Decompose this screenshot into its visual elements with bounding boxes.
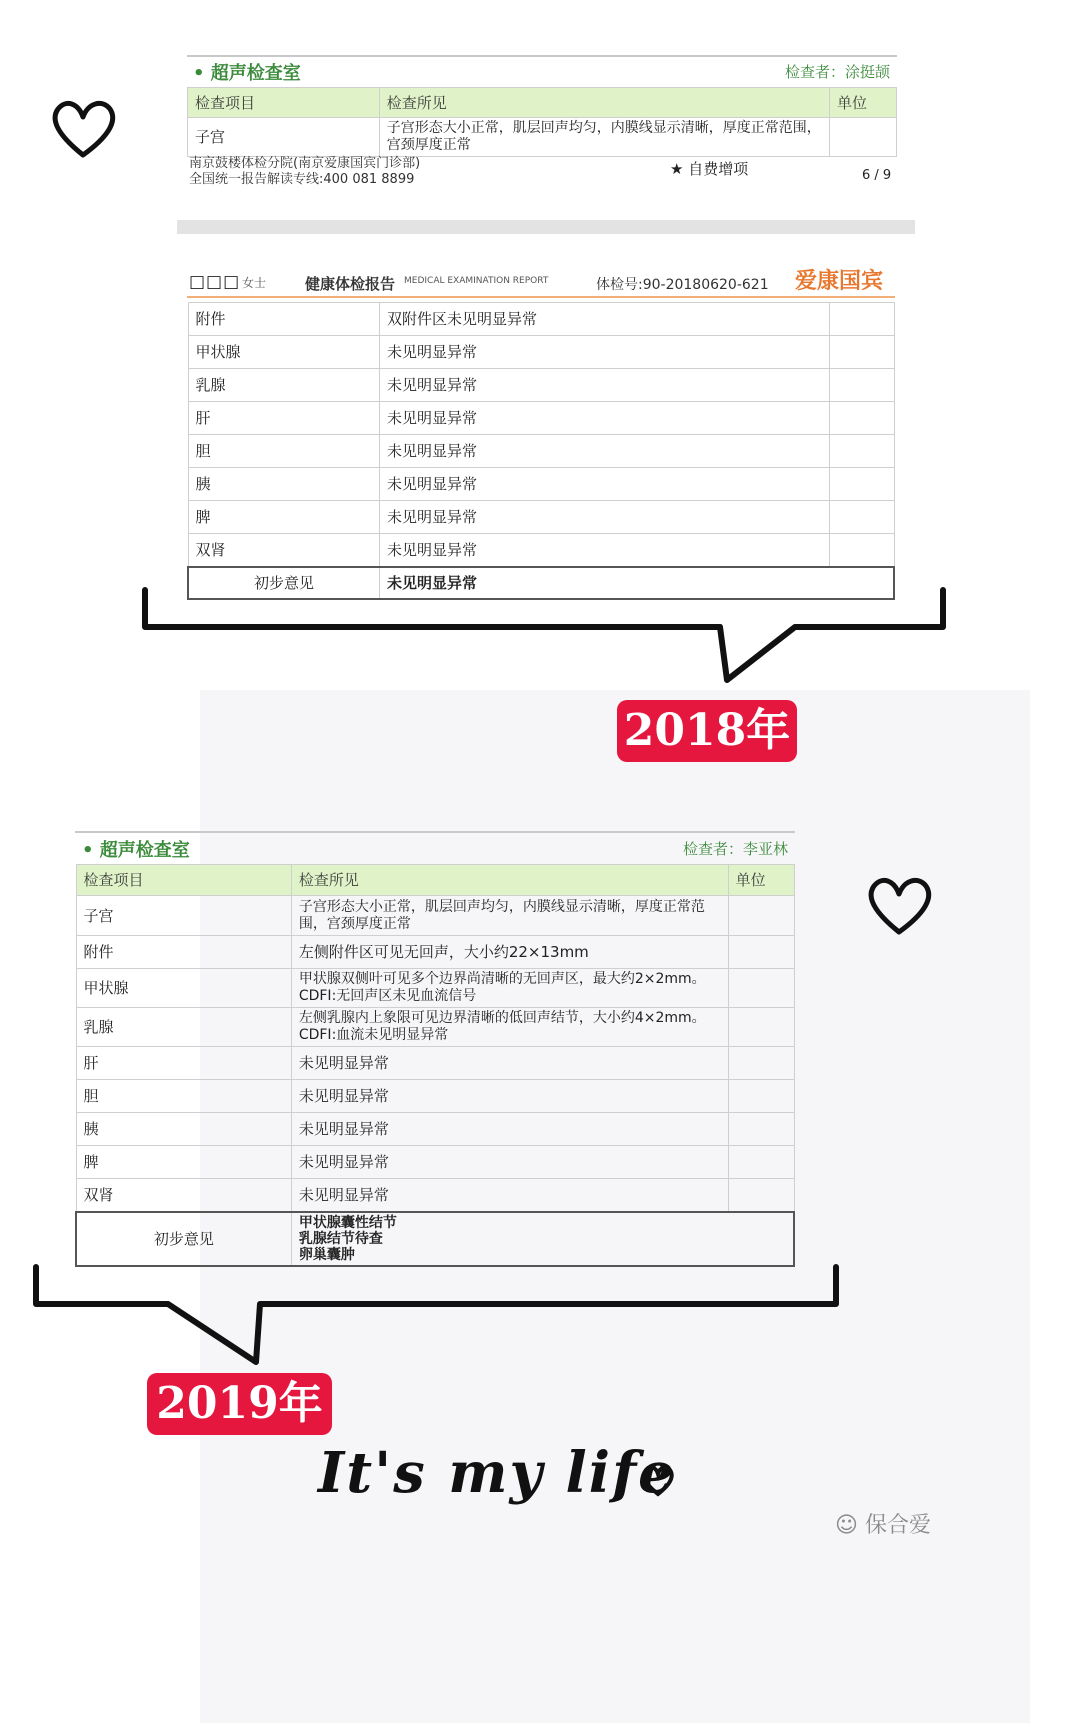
page-separator <box>177 220 915 234</box>
row-finding: 未见明显异常 <box>379 534 829 567</box>
conclusion-label: 初步意见 <box>76 1212 291 1266</box>
header-item: 检查项目 <box>188 88 380 118</box>
row-finding: 未见明显异常 <box>291 1080 728 1113</box>
row-unit <box>829 303 894 336</box>
row-finding: 未见明显异常 <box>379 369 829 402</box>
conclusion-text <box>291 1212 794 1266</box>
row-item: 附件 <box>188 303 379 336</box>
row-finding: 未见明显异常 <box>379 402 829 435</box>
header-finding: 检查所见 <box>379 88 829 118</box>
row-finding: 未见明显异常 <box>291 1113 728 1146</box>
inspector-name: 检查者：涂挺颉 <box>785 63 891 81</box>
row-item: 子宫 <box>188 118 380 157</box>
row-finding: 左侧附件区可见无回声，大小约22×13mm <box>291 936 728 969</box>
table-row <box>188 336 894 369</box>
table-row <box>188 468 894 501</box>
row-unit <box>829 468 894 501</box>
row-unit <box>728 1080 794 1113</box>
year-tag-2019: 2019年 <box>147 1373 332 1435</box>
header-underline <box>187 296 895 298</box>
report-title: 健康体检报告 <box>305 275 396 293</box>
row-unit <box>829 501 894 534</box>
row-finding: 未见明显异常 <box>379 468 829 501</box>
table-row <box>76 1080 794 1113</box>
exam-table-2018-bottom <box>187 302 895 600</box>
header-unit: 单位 <box>728 865 794 896</box>
inspector-name: 检查者：李亚林 <box>683 840 789 858</box>
table-row <box>188 303 894 336</box>
row-item: 肝 <box>76 1047 291 1080</box>
table-row <box>76 1113 794 1146</box>
row-unit <box>728 896 794 936</box>
patient-name: □□□ <box>189 272 241 292</box>
row-unit <box>728 1047 794 1080</box>
watermark-text: 保合爱 <box>864 1513 931 1538</box>
row-item: 脾 <box>76 1146 291 1179</box>
row-finding: 未见明显异常 <box>291 1146 728 1179</box>
row-unit <box>728 969 794 1008</box>
row-finding: 子宫形态大小正常，肌层回声均匀，内膜线显示清晰，厚度正常范围，宫颈厚度正常 <box>379 118 829 157</box>
top-border <box>187 55 897 57</box>
heart-doodle-icon <box>640 1462 676 1498</box>
row-item: 胆 <box>76 1080 291 1113</box>
table-row <box>188 534 894 567</box>
row-unit <box>829 369 894 402</box>
row-finding: 未见明显异常 <box>379 435 829 468</box>
row-unit <box>728 1146 794 1179</box>
table-row <box>76 969 794 1008</box>
row-finding: 未见明显异常 <box>379 336 829 369</box>
row-item: 脾 <box>188 501 379 534</box>
row-unit <box>829 534 894 567</box>
header-item: 检查项目 <box>76 865 291 896</box>
top-border <box>75 831 795 833</box>
row-unit <box>829 402 894 435</box>
table-row <box>188 369 894 402</box>
year-tag-2018: 2018年 <box>617 700 797 762</box>
row-unit <box>728 1008 794 1047</box>
row-item: 附件 <box>76 936 291 969</box>
row-unit <box>728 936 794 969</box>
heart-doodle-icon <box>864 872 934 942</box>
row-unit <box>728 1113 794 1146</box>
conclusion-line: 甲状腺囊性结节 <box>298 1214 397 1231</box>
row-item: 胰 <box>188 468 379 501</box>
hotline: 全国统一报告解读专线:400 081 8899 <box>189 172 415 187</box>
page-number: 6 / 9 <box>862 168 892 183</box>
row-finding: 未见明显异常 <box>379 501 829 534</box>
row-item: 乳腺 <box>76 1008 291 1047</box>
row-unit <box>830 118 897 157</box>
table-row <box>188 435 894 468</box>
table-row <box>188 501 894 534</box>
watermark <box>835 1508 931 1539</box>
row-item: 肝 <box>188 402 379 435</box>
row-finding: 子宫形态大小正常，肌层回声均匀，内膜线显示清晰，厚度正常范围，宫颈厚度正常 <box>291 896 728 936</box>
row-item: 甲状腺 <box>76 969 291 1008</box>
row-item: 双肾 <box>188 534 379 567</box>
conclusion-text: 未见明显异常 <box>379 567 894 599</box>
row-unit <box>728 1179 794 1212</box>
row-item: 胆 <box>188 435 379 468</box>
conclusion-label: 初步意见 <box>188 567 379 599</box>
report-title-en: MEDICAL EXAMINATION REPORT <box>404 276 549 286</box>
table-row <box>76 1179 794 1212</box>
row-item: 乳腺 <box>188 369 379 402</box>
header-unit: 单位 <box>830 88 897 118</box>
row-unit <box>829 435 894 468</box>
row-item: 双肾 <box>76 1179 291 1212</box>
row-finding: 左侧乳腺内上象限可见边界清晰的低回声结节，大小约4×2mm。CDFI:血流未见明显异常 <box>291 1008 728 1047</box>
handwriting-text: It's my life <box>318 1440 676 1506</box>
wechat-icon: ☺ <box>835 1513 858 1538</box>
header-finding: 检查所见 <box>291 865 728 896</box>
section-title: • 超声检查室 <box>82 840 190 861</box>
brand-logo: 爱康国宾 <box>795 269 884 294</box>
row-finding: 甲状腺双侧叶可见多个边界尚清晰的无回声区，最大约2×2mm。CDFI:无回声区未见血流信号 <box>291 969 728 1008</box>
row-unit <box>829 336 894 369</box>
table-row <box>76 896 794 936</box>
table-row <box>76 1008 794 1047</box>
patient-gender: 女士 <box>242 276 267 290</box>
section-title: • 超声检查室 <box>193 63 301 84</box>
conclusion-line: 乳腺结节待查 <box>298 1230 383 1247</box>
self-pay-note: ★ 自费增项 <box>670 160 749 178</box>
heart-doodle-icon <box>48 95 118 165</box>
table-row <box>76 1146 794 1179</box>
table-row <box>76 1047 794 1080</box>
exam-number: 体检号:90-20180620-621 <box>596 277 769 293</box>
row-item: 甲状腺 <box>188 336 379 369</box>
exam-table-2019 <box>75 864 795 1267</box>
row-item: 子宫 <box>76 896 291 936</box>
row-finding: 未见明显异常 <box>291 1179 728 1212</box>
report-footer <box>189 156 420 188</box>
bracket-doodle-2019 <box>28 1262 848 1372</box>
table-row <box>76 936 794 969</box>
bracket-doodle-2018 <box>135 585 955 685</box>
table-row <box>188 402 894 435</box>
clinic-name: 南京鼓楼体检分院(南京爱康国宾门诊部) <box>189 156 421 171</box>
exam-table-2018-top <box>187 87 897 157</box>
row-finding: 双附件区未见明显异常 <box>379 303 829 336</box>
conclusion-line: 卵巢囊肿 <box>298 1246 355 1263</box>
row-item: 胰 <box>76 1113 291 1146</box>
row-finding: 未见明显异常 <box>291 1047 728 1080</box>
